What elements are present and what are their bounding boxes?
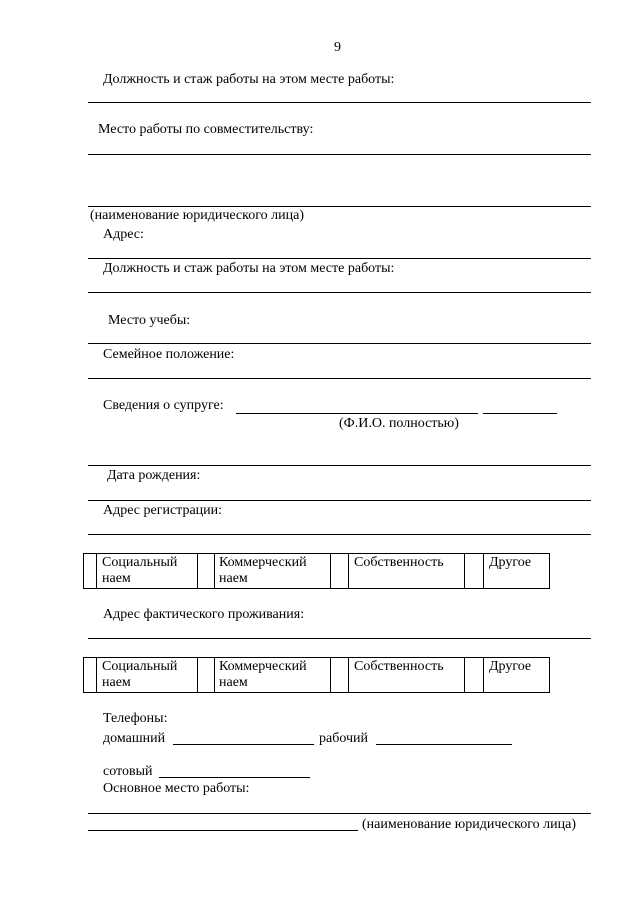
registration-housing-table [83,553,550,589]
work-phone-label: рабочий [319,731,368,746]
spouse-extra-line[interactable] [483,413,557,414]
home-phone-label: домашний [103,731,166,746]
page-number: 9 [334,40,341,55]
spouse-caption: (Ф.И.О. полностью) [339,416,459,431]
actual-address-label: Адрес фактического проживания: [103,607,305,622]
actual-housing-table [83,657,550,693]
mobile-phone-line[interactable] [159,777,310,778]
commercial-rent-label-2: наем [219,571,248,586]
commercial-rent-label-2: наем [219,675,248,690]
main-workplace-entity-line[interactable] [88,830,358,831]
ownership-label: Собственность [354,659,444,674]
work-phone-line[interactable] [376,744,512,745]
social-rent-label-2: наем [102,571,131,586]
social-rent-label-2: наем [102,675,131,690]
registration-address-label: Адрес регистрации: [103,503,223,518]
spouse-info-label: Сведения о супруге: [103,398,224,413]
checkbox-ownership[interactable] [330,553,349,589]
legal-entity-caption: (наименование юридического лица) [90,208,304,223]
parttime-work-label: Место работы по совместительству: [98,122,314,137]
home-phone-line[interactable] [173,744,314,745]
registration-address-line[interactable] [88,534,591,535]
parttime-work-line[interactable] [88,154,591,155]
commercial-rent-label-1: Коммерческий [219,659,307,674]
checkbox-commercial-rent[interactable] [197,553,215,589]
other-label: Другое [489,555,532,570]
spouse-name-line[interactable] [236,413,478,414]
parttime-position-label: Должность и стаж работы на этом месте работы: [103,261,395,276]
checkbox-social-rent[interactable] [83,553,97,589]
spouse-info-line[interactable] [88,465,591,466]
checkbox-ownership[interactable] [330,657,349,693]
checkbox-other[interactable] [464,553,484,589]
parttime-position-line[interactable] [88,292,591,293]
position-tenure-label: Должность и стаж работы на этом месте работы: [103,72,395,87]
commercial-rent-label-1: Коммерческий [219,555,307,570]
phones-label: Телефоны: [103,711,168,726]
study-place-label: Место учебы: [108,313,191,328]
position-tenure-line[interactable] [88,102,591,103]
address-line[interactable] [88,258,591,259]
birth-date-label: Дата рождения: [107,468,201,483]
checkbox-other[interactable] [464,657,484,693]
mobile-phone-label: сотовый [103,764,153,779]
checkbox-social-rent[interactable] [83,657,97,693]
parttime-entity-line[interactable] [88,206,591,207]
main-workplace-line[interactable] [88,813,591,814]
ownership-label: Собственность [354,555,444,570]
marital-status-line[interactable] [88,378,591,379]
birth-date-line[interactable] [88,500,591,501]
address-label: Адрес: [103,227,144,242]
social-rent-label-1: Социальный [102,555,178,570]
checkbox-commercial-rent[interactable] [197,657,215,693]
marital-status-label: Семейное положение: [103,347,235,362]
other-label: Другое [489,659,532,674]
actual-address-line[interactable] [88,638,591,639]
study-place-line[interactable] [88,343,591,344]
legal-entity-caption-2: (наименование юридического лица) [362,817,576,832]
main-workplace-label: Основное место работы: [103,781,250,796]
social-rent-label-1: Социальный [102,659,178,674]
